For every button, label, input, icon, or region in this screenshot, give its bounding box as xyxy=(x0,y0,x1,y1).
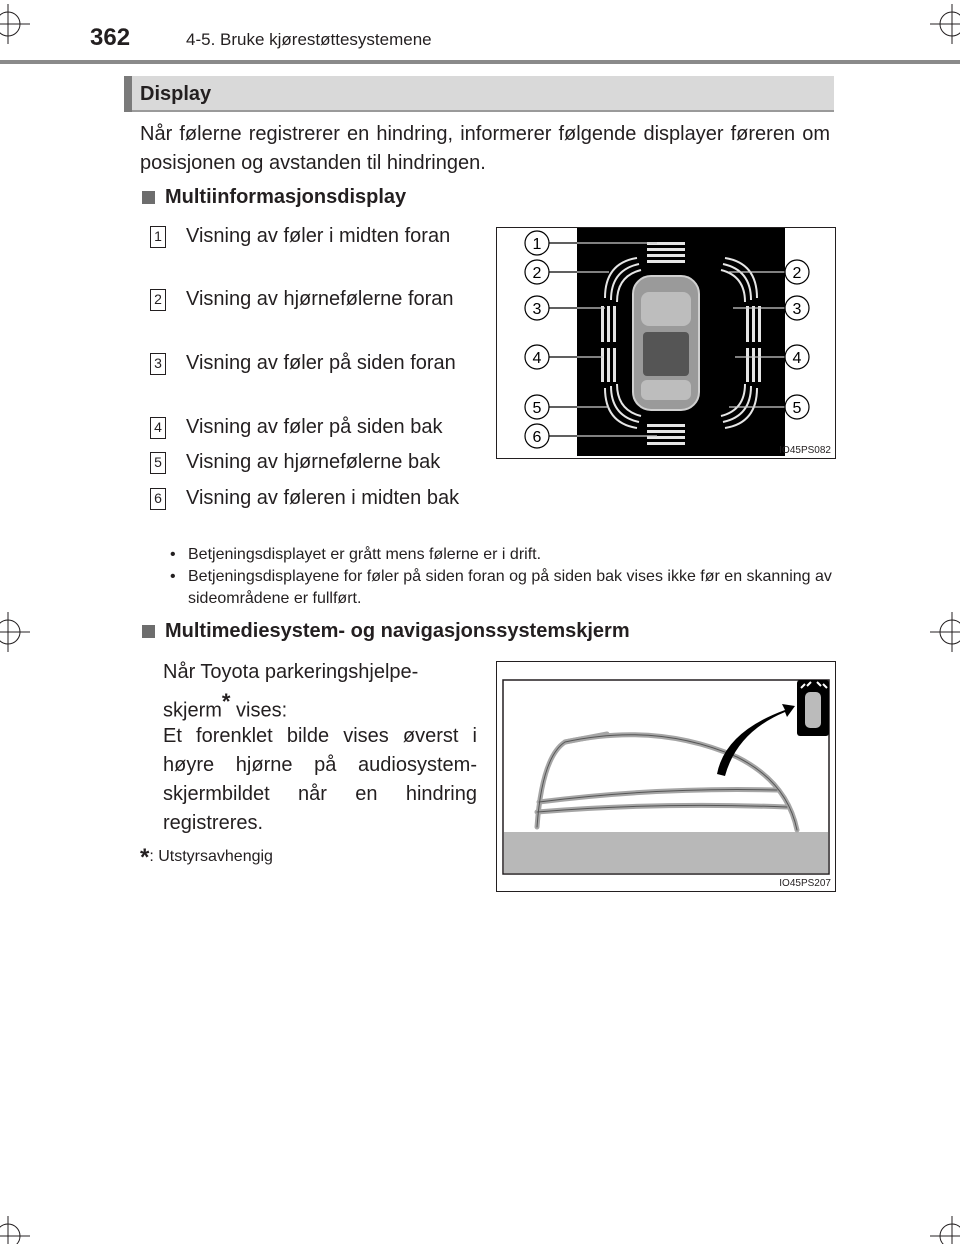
sensor-display-figure xyxy=(496,227,836,459)
callout-label: 2 xyxy=(792,265,802,282)
legend-text: Visning av hjørnefølerne foran xyxy=(186,288,454,310)
para1-text: Når Toyota parkeringshjelpe-skjerm xyxy=(163,661,419,722)
callout-label: 4 xyxy=(792,350,802,367)
legend-number: 4 xyxy=(150,417,166,439)
sensor-display-illustration xyxy=(497,228,835,458)
legend-text: Visning av føler på siden bak xyxy=(186,416,443,438)
multimedia-para-2: Et forenklet bilde vises øverst i høyre hjørne på audiosystem-skjermbildet når en hindring registreres. xyxy=(163,725,477,834)
legend-number: 2 xyxy=(150,289,166,311)
multi-info-heading-text: Multiinformasjonsdisplay xyxy=(165,186,407,208)
legend-text: Visning av føler på siden foran xyxy=(186,352,456,374)
multi-info-heading xyxy=(142,186,406,209)
figure-code: IO45PS082 xyxy=(779,445,831,456)
legend-number: 1 xyxy=(150,226,166,248)
page-number: 362 xyxy=(90,24,131,51)
callout-label: 5 xyxy=(792,400,802,417)
chapter-title: 4-5. Bruke kjørestøttesystemene xyxy=(186,30,432,49)
note-item xyxy=(170,544,835,566)
header-divider xyxy=(0,60,960,64)
bullet-square-icon xyxy=(142,191,155,204)
callout-label: 1 xyxy=(532,236,542,253)
footnote-text: : Utstyrsavhengig xyxy=(149,848,273,865)
multimedia-heading xyxy=(142,620,630,643)
legend-item-5 xyxy=(150,448,480,477)
bullet-square-icon xyxy=(142,625,155,638)
section-underline xyxy=(132,110,834,112)
callout-label: 5 xyxy=(532,400,542,417)
parking-screen-illustration xyxy=(497,662,835,891)
section-header xyxy=(124,76,834,112)
callout-label: 6 xyxy=(532,429,542,446)
legend-text: Visning av hjørnefølerne bak xyxy=(186,451,441,473)
note-text: Betjeningsdisplayet er grått mens følerne er i drift. xyxy=(188,546,542,563)
legend-item-4 xyxy=(150,413,480,442)
footnote xyxy=(140,844,273,872)
note-item xyxy=(170,566,835,610)
callout-label: 3 xyxy=(532,301,542,318)
intro-paragraph: Når følerne registrerer en hindring, informerer følgende displayer føreren om posisjonen og avstanden til hindringen. xyxy=(140,123,830,174)
multimedia-heading-text: Multimediesystem- og navigasjonssystemskjerm xyxy=(165,620,630,642)
footnote-star: * xyxy=(140,844,150,871)
legend-text: Visning av føleren i midten bak xyxy=(186,487,460,509)
bullet-dot-icon: • xyxy=(170,546,176,563)
bullet-dot-icon: • xyxy=(170,568,176,585)
callout-label: 3 xyxy=(792,301,802,318)
section-accent xyxy=(124,76,132,112)
legend-number: 3 xyxy=(150,353,166,375)
notes-list xyxy=(170,544,835,610)
footnote-marker: * xyxy=(221,689,231,714)
figure-code: IO45PS207 xyxy=(779,878,831,889)
legend-item-3 xyxy=(150,349,480,378)
multimedia-para-1 xyxy=(163,658,477,726)
multimedia-screen-figure xyxy=(496,661,836,892)
callout-label: 2 xyxy=(532,265,542,282)
note-text: Betjeningsdisplayene for føler på siden foran og på siden bak vises ikke før en skanning av sideområdene er fullført. xyxy=(188,568,832,607)
legend-number: 5 xyxy=(150,452,166,474)
callout-label: 4 xyxy=(532,350,542,367)
legend-item-6 xyxy=(150,484,480,513)
para1-end: vises: xyxy=(230,699,288,722)
legend-number: 6 xyxy=(150,488,166,510)
legend-item-2 xyxy=(150,285,480,314)
legend-item-1 xyxy=(150,222,480,251)
section-title: Display xyxy=(140,83,212,105)
legend-text: Visning av føler i midten foran xyxy=(186,225,451,247)
